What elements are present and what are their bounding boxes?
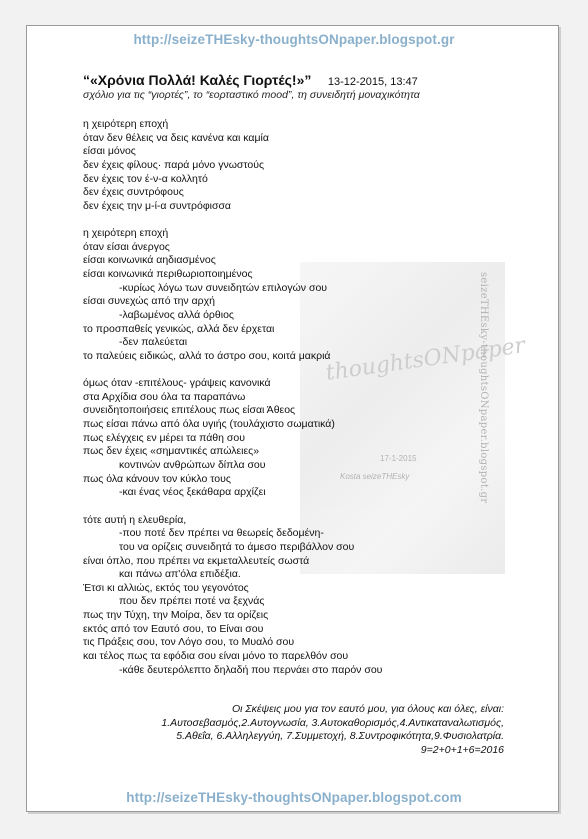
poem-line: πως δεν έχεις «σημαντικές απώλειες» xyxy=(83,445,260,458)
poem-line: πως είσαι πάνω από όλα υγιής (τουλάχιστο σωματικά) xyxy=(83,418,335,431)
poem-line xyxy=(83,500,523,514)
poem-line: όταν δεν θέλεις να δεις κανένα και καμία xyxy=(83,131,269,144)
poem-line: είσαι κοινωνικά περιθωριοποιημένος xyxy=(83,268,253,281)
poem-line: το προσπαθείς γενικώς, αλλά δεν έρχεται xyxy=(83,322,275,335)
post-date: 13-12-2015, 13:47 xyxy=(327,76,418,88)
watermark-date: 17-1-2015 xyxy=(380,454,417,463)
poem-line: πως την Τύχη, την Μοίρα, δεν τα ορίζεις xyxy=(83,609,269,622)
poem-line: είσαι κοινωνικά αηδιασμένος xyxy=(83,254,216,267)
poem-line: στα Αρχίδια σου όλα τα παραπάνω xyxy=(83,390,246,403)
post-title: “«Χρόνια Πολλά! Καλές Γιορτές!»” xyxy=(83,72,312,88)
footer-line: Οι Σκέψεις μου για τον εαυτό μου, για όλους και όλες, είναι: xyxy=(231,703,504,715)
blog-url-footer[interactable]: http://seizeTHEsky-thoughtsONpaper.blogspot.com xyxy=(126,790,462,805)
watermark-script-text: thoughtsONpaper xyxy=(324,333,527,386)
post-header xyxy=(83,72,418,90)
poem-line xyxy=(83,364,523,378)
poem-line: δεν έχεις συντρόφους xyxy=(83,186,184,199)
poem-line xyxy=(83,213,523,227)
poem-line: -δεν παλεύεται xyxy=(119,336,188,349)
poem-line: κοντινών ανθρώπων δίπλα σου xyxy=(119,459,266,472)
poem-line: που δεν πρέπει ποτέ να ξεχνάς xyxy=(119,595,265,608)
poem-line: του να ορίζεις συνειδητά το άμεσο περιβάλλον σου xyxy=(119,540,355,553)
poem-line: και τέλος πως τα εφόδια σου είναι μόνο το παρελθόν σου xyxy=(83,649,349,662)
poem-line: και πάνω απ'όλα επιδέξια. xyxy=(119,568,241,581)
blog-url-header[interactable]: http://seizeTHEsky-thoughtsONpaper.blogspot.gr xyxy=(133,32,455,47)
poem-line: πως ελέγχεις εν μέρει τα πάθη σου xyxy=(83,431,245,444)
poem-line: δεν έχεις τον έ-ν-α κολλητό xyxy=(83,172,208,185)
poem-line: τις Πράξεις σου, τον Λόγο σου, το Μυαλό σου xyxy=(83,636,295,649)
poem-line: -κυρίως λόγω των συνειδητών επιλογών σου xyxy=(119,281,328,294)
poem-body xyxy=(83,118,523,677)
poem-line: τότε αυτή η ελευθερία, xyxy=(83,513,187,526)
post-subtitle: σχόλιο για τις “γιορτές”, το “εορταστικό mood”, τη συνειδητή μοναχικότητα xyxy=(83,89,420,101)
poem-line: είσαι συνεχώς από την αρχή xyxy=(83,295,215,308)
poem-line: όταν είσαι άνεργος xyxy=(83,240,170,253)
poem-line: -λαβωμένος αλλά όρθιος xyxy=(119,308,234,321)
poem-line: η χειρότερη εποχή xyxy=(83,227,169,240)
poem-line: είσαι μόνος xyxy=(83,145,136,158)
poem-line: πως όλα κάνουν τον κύκλο τους xyxy=(83,472,231,485)
watermark-side-text: seizeTHEsky-thoughtsONpaper.blogspot.gr xyxy=(478,272,489,504)
poem-line: το παλεύεις ειδικώς, αλλά το άστρο σου, κοιτά μακριά xyxy=(83,349,331,362)
poem-line: Έτσι κι αλλιώς, εκτός του γεγονότος xyxy=(83,581,249,594)
footer-line: 9=2+0+1+6=2016 xyxy=(420,743,504,756)
poem-line: -που ποτέ δεν πρέπει να θεωρείς δεδομένη- xyxy=(119,527,324,540)
watermark-signature: Kosta seizeTHEsky xyxy=(340,472,410,481)
poem-line: δεν έχεις φίλους· παρά μόνο γνωστούς xyxy=(83,158,265,171)
poem-line: είναι όπλο, που πρέπει να εκμεταλλευτείς σωστά xyxy=(83,554,310,567)
footer-notes xyxy=(161,703,504,757)
poem-line: -και ένας νέος ξεκάθαρα αρχίζει xyxy=(119,486,266,499)
footer-line: 5.Αθεΐα, 6.Αλληλεγγύη, 7.Συμμετοχή, 8.Συντροφικότητα,9.Φυσιολατρία. xyxy=(176,730,504,743)
poem-line: η χειρότερη εποχή xyxy=(83,118,169,130)
poem-line: εκτός από τον Εαυτό σου, το Είναι σου xyxy=(83,622,264,635)
poem-line: συνειδητοποιήσεις επιτέλους πως είσαι Άθεος xyxy=(83,404,296,417)
poem-line: όμως όταν -επιτέλους- γράψεις κανονικά xyxy=(83,377,271,390)
footer-line: 1.Αυτοσεβασμός,2.Αυτογνωσία, 3.Αυτοκαθορισμός,4.Αντικαταναλωτισμός, xyxy=(161,716,504,729)
poem-line: δεν έχεις την μ-ί-α συντρόφισσα xyxy=(83,199,231,212)
poem-line: -κάθε δευτερόλεπτο δηλαδή που περνάει στο παρόν σου xyxy=(119,663,383,676)
